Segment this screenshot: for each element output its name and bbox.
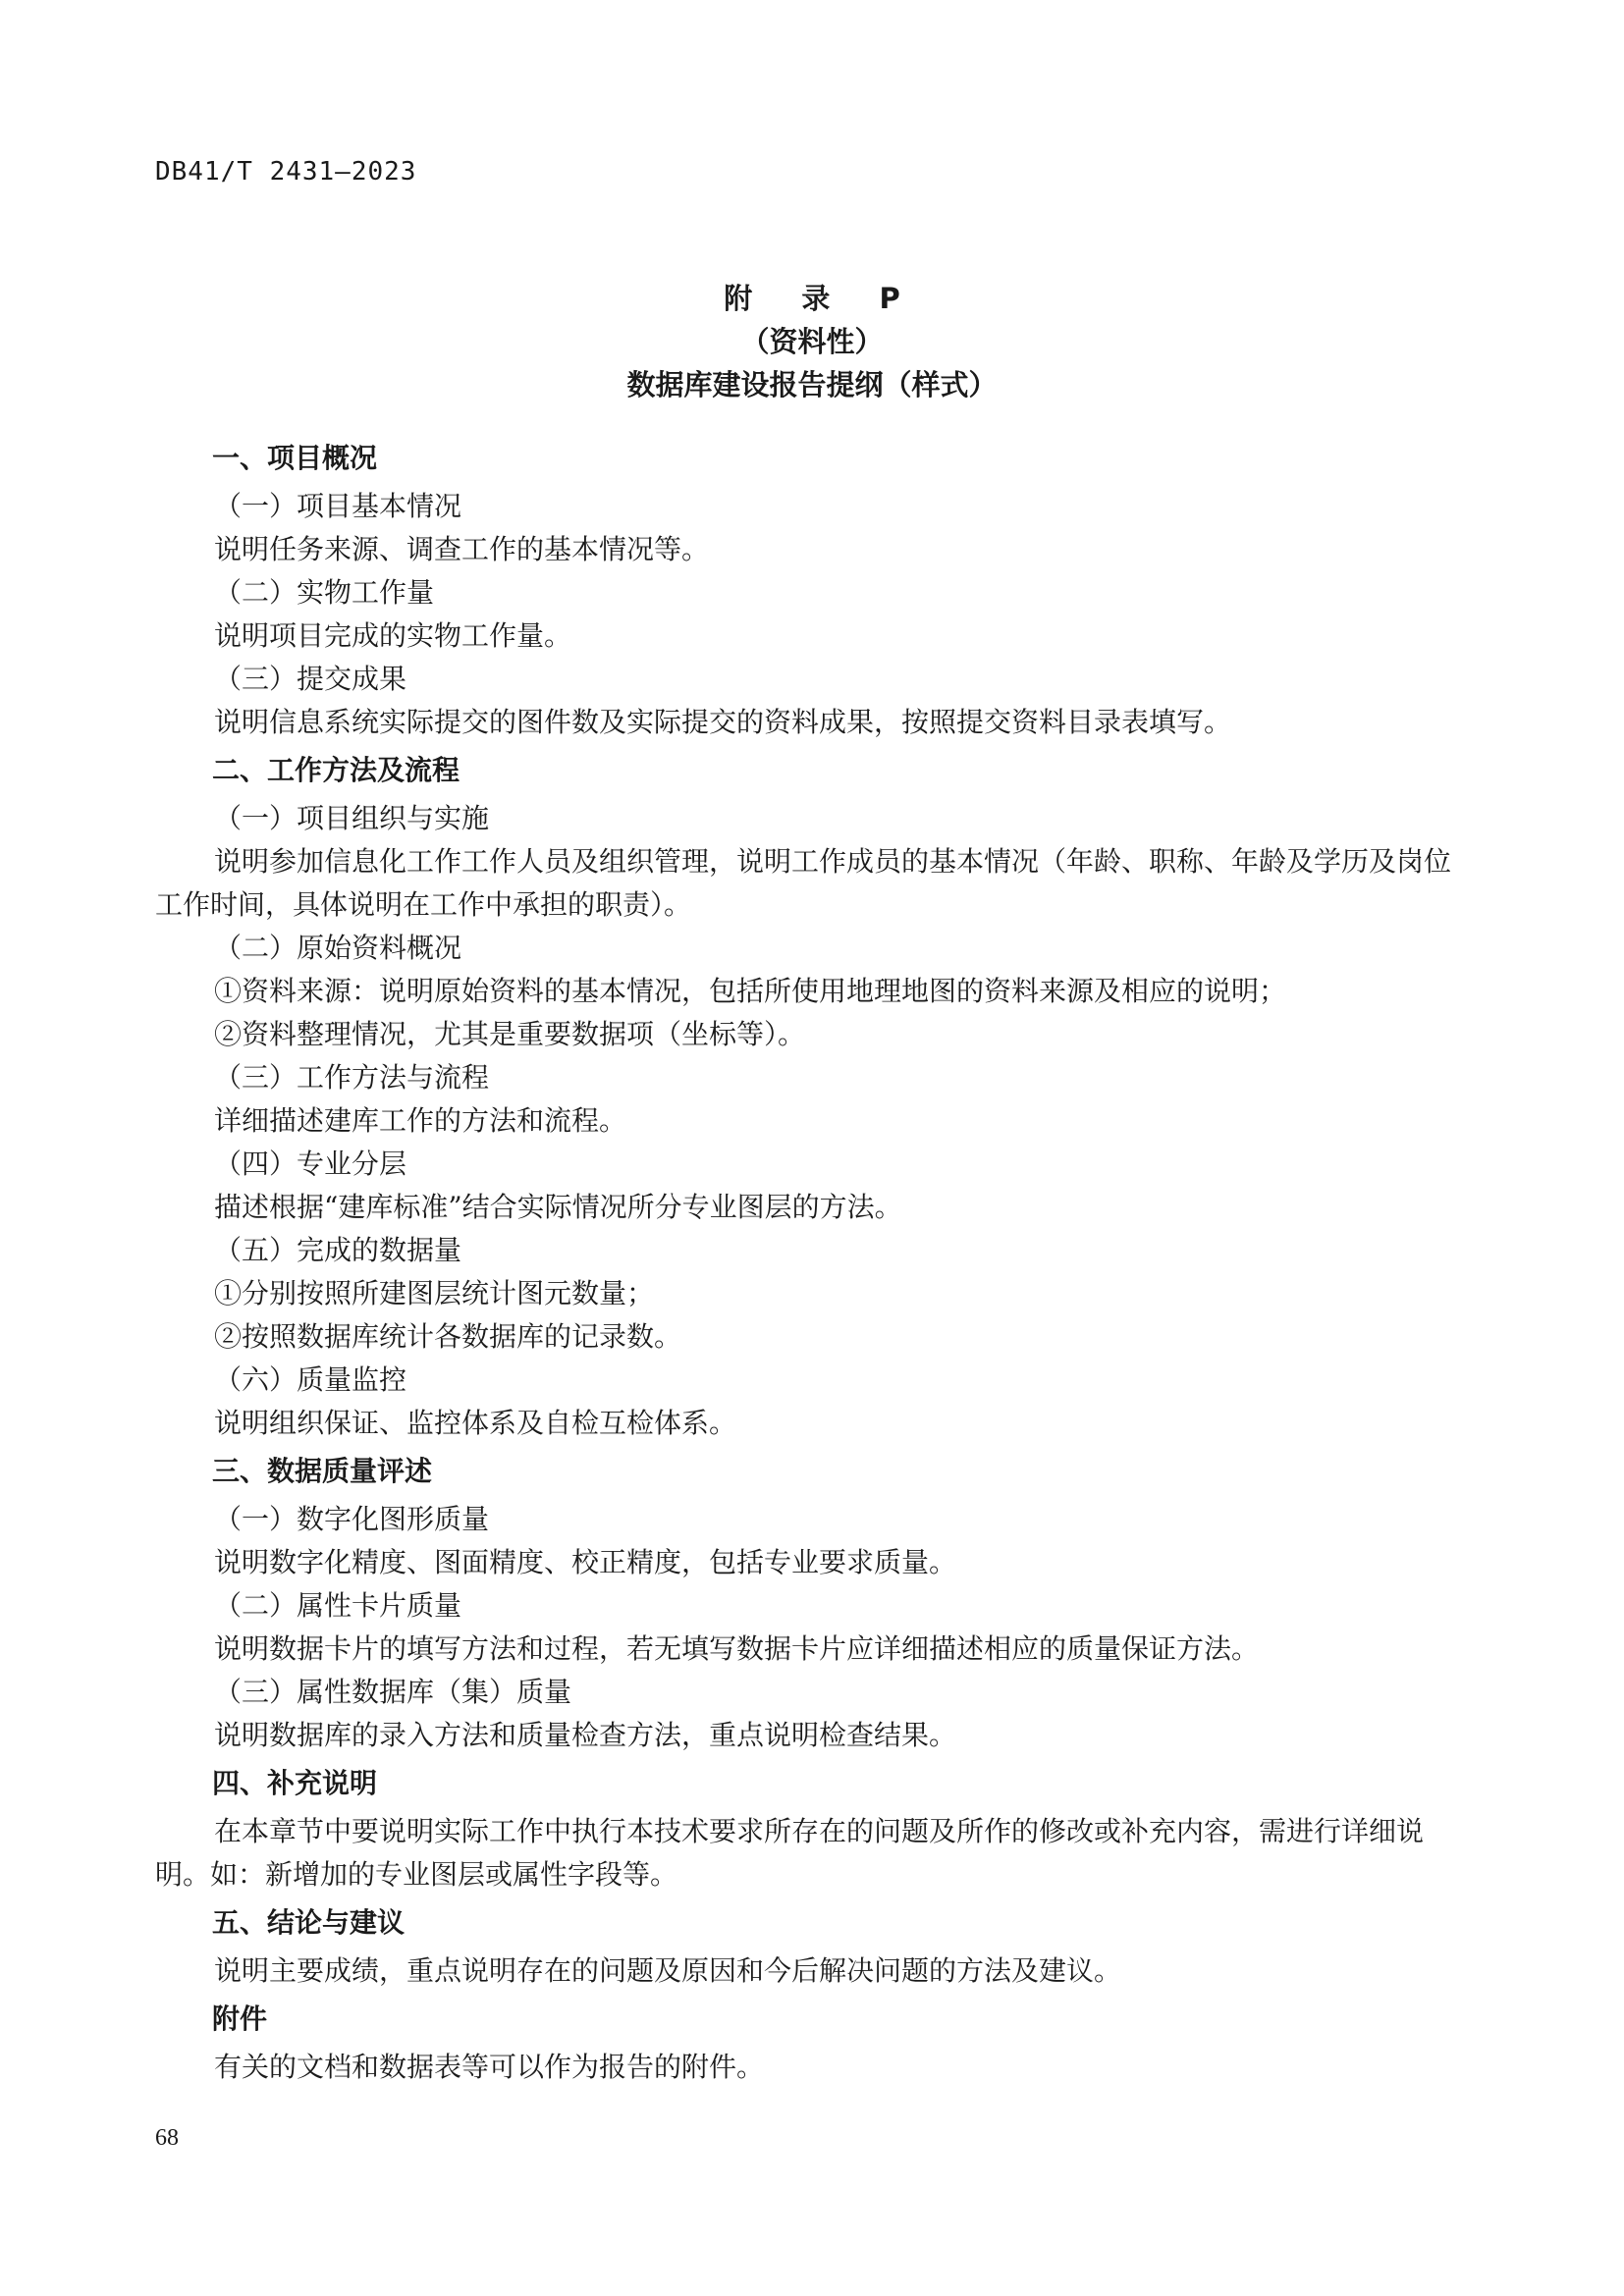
paragraph: 说明数据库的录入方法和质量检查方法，重点说明检查结果。 bbox=[214, 1719, 957, 1751]
paragraph: ①分别按照所建图层统计图元数量； bbox=[214, 1277, 655, 1309]
subheading: （二）实物工作量 bbox=[214, 576, 435, 609]
document-code: DB41/T 2431—2023 bbox=[155, 157, 417, 187]
section-heading-3: 三、数据质量评述 bbox=[212, 1455, 433, 1487]
subheading: （三）工作方法与流程 bbox=[214, 1061, 490, 1094]
paragraph: 在本章节中要说明实际工作中执行本技术要求所存在的问题及所作的修改或补充内容，需进行详细说明。如：新增加的专业图层或属性字段等。 bbox=[155, 1815, 1425, 1891]
appendix-name: 数据库建设报告提纲（样式） bbox=[626, 368, 998, 401]
subheading: （三）提交成果 bbox=[214, 663, 407, 695]
paragraph: 详细描述建库工作的方法和流程。 bbox=[214, 1104, 627, 1137]
paragraph: 说明数据卡片的填写方法和过程，若无填写数据卡片应详细描述相应的质量保证方法。 bbox=[214, 1632, 1260, 1665]
subheading: （三）属性数据库（集）质量 bbox=[214, 1676, 572, 1708]
subheading: （四）专业分层 bbox=[214, 1148, 407, 1180]
appendix-label: 附 录 P bbox=[724, 282, 920, 315]
paragraph: 说明数字化精度、图面精度、校正精度，包括专业要求质量。 bbox=[214, 1546, 957, 1578]
subheading: （一）项目基本情况 bbox=[214, 490, 462, 522]
subheading: （六）质量监控 bbox=[214, 1363, 407, 1396]
subheading: （二）原始资料概况 bbox=[214, 932, 462, 964]
paragraph: 说明项目完成的实物工作量。 bbox=[214, 619, 572, 652]
paragraph: 说明主要成绩，重点说明存在的问题及原因和今后解决问题的方法及建议。 bbox=[214, 1954, 1122, 1987]
subheading: （二）属性卡片质量 bbox=[214, 1589, 462, 1622]
appendix-type: （资料性） bbox=[740, 325, 884, 358]
subheading: （一）数字化图形质量 bbox=[214, 1503, 490, 1535]
paragraph: ②按照数据库统计各数据库的记录数。 bbox=[214, 1320, 682, 1353]
appendix-title bbox=[0, 277, 1624, 406]
paragraph: ②资料整理情况，尤其是重要数据项（坐标等）。 bbox=[214, 1018, 806, 1050]
document-body bbox=[155, 432, 1451, 2089]
paragraph: 说明信息系统实际提交的图件数及实际提交的资料成果，按照提交资料目录表填写。 bbox=[214, 706, 1232, 738]
section-heading-1: 一、项目概况 bbox=[212, 442, 378, 474]
paragraph: 说明组织保证、监控体系及自检互检体系。 bbox=[214, 1407, 737, 1439]
subheading: （五）完成的数据量 bbox=[214, 1234, 462, 1266]
section-heading-2: 二、工作方法及流程 bbox=[212, 754, 460, 786]
subheading: （一）项目组织与实施 bbox=[214, 802, 490, 834]
paragraph: 说明参加信息化工作工作人员及组织管理，说明工作成员的基本情况（年龄、职称、年龄及学历及岗位工作时间，具体说明在工作中承担的职责）。 bbox=[155, 845, 1452, 921]
paragraph: ①资料来源：说明原始资料的基本情况，包括所使用地理地图的资料来源及相应的说明； bbox=[214, 975, 1287, 1007]
paragraph: 说明任务来源、调查工作的基本情况等。 bbox=[214, 533, 710, 565]
paragraph: 有关的文档和数据表等可以作为报告的附件。 bbox=[214, 2051, 765, 2083]
section-heading-attachments: 附件 bbox=[212, 2002, 268, 2035]
paragraph: 描述根据“建库标准”结合实际情况所分专业图层的方法。 bbox=[214, 1191, 902, 1223]
page-number: 68 bbox=[155, 2125, 179, 2151]
section-heading-5: 五、结论与建议 bbox=[212, 1906, 406, 1939]
section-heading-4: 四、补充说明 bbox=[212, 1767, 378, 1799]
